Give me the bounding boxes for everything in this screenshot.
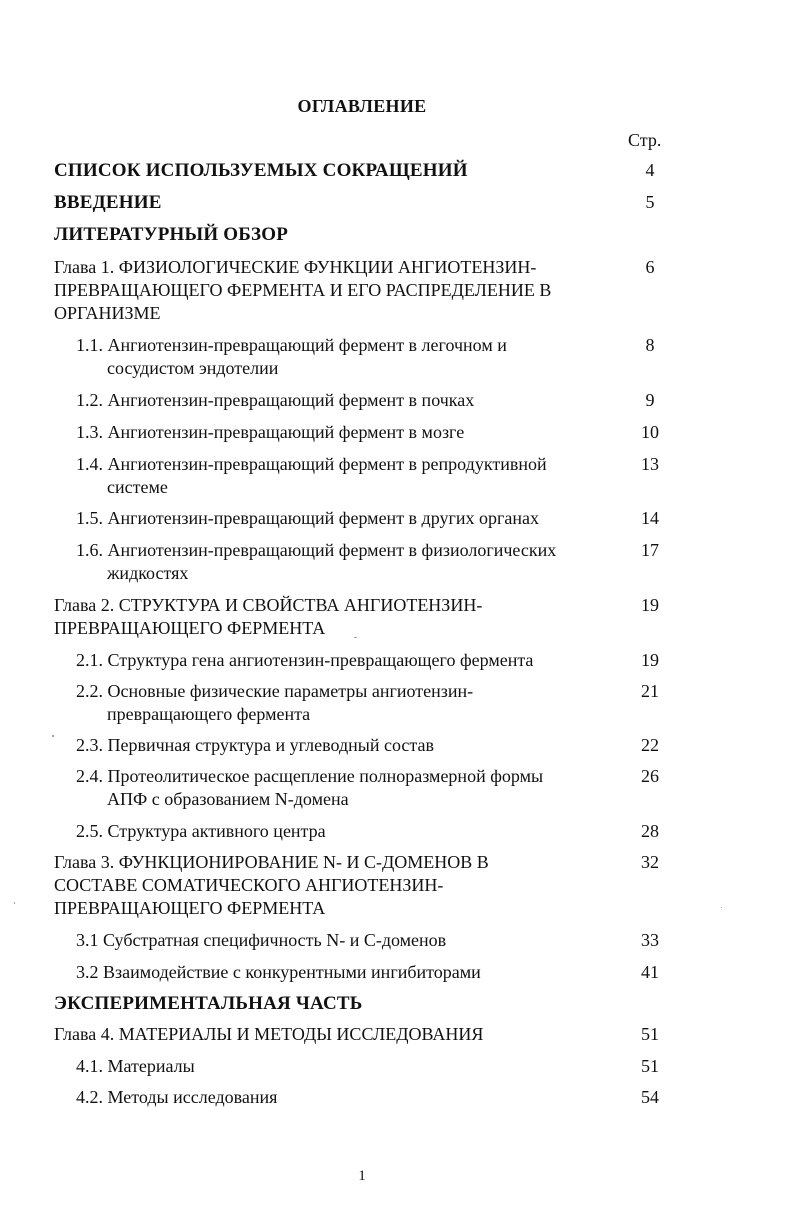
toc-page-number: 4 (645, 160, 655, 180)
toc-entry-chapter-2 (54, 594, 754, 641)
toc-entry-text (76, 1086, 606, 1109)
toc-entry-introduction (54, 191, 754, 215)
page-title: ОГЛАВЛЕНИЕ (297, 96, 427, 116)
scan-speck (354, 637, 357, 638)
toc-page-number: 21 (641, 681, 659, 701)
toc-entry-text (76, 507, 606, 530)
toc-line: 2.3. Первичная структура и углеводный состав (76, 735, 434, 755)
toc-entry-text (54, 851, 614, 920)
scan-speck (14, 902, 15, 904)
toc-entry-text (76, 1055, 606, 1078)
toc-entry-text (54, 223, 288, 246)
toc-page-number: 19 (641, 650, 659, 670)
toc-entry-text (54, 992, 363, 1015)
toc-page-number: 9 (645, 390, 655, 410)
toc-entry-chapter-3 (54, 851, 754, 921)
toc-entry-text (76, 649, 606, 672)
toc-line: 1.3. Ангиотензин-превращающий фермент в мозге (76, 422, 465, 442)
toc-entry-1-4 (76, 453, 756, 500)
toc-line: ПРЕВРАЩАЮЩЕГО ФЕРМЕНТА (54, 898, 326, 918)
toc-entry-4-2 (76, 1086, 756, 1110)
toc-page-number: 33 (641, 930, 659, 950)
toc-entry-1-3 (76, 421, 756, 445)
toc-entry-text (76, 389, 606, 412)
toc-entry-1-6 (76, 539, 756, 586)
toc-entry-text (76, 820, 606, 843)
toc-entry-2-3 (76, 734, 756, 758)
toc-line: ЛИТЕРАТУРНЫЙ ОБЗОР (54, 224, 289, 245)
toc-entry-2-2 (76, 680, 756, 727)
toc-line: Глава 3. ФУНКЦИОНИРОВАНИЕ N- И С-ДОМЕНОВ В (54, 852, 489, 872)
toc-line: 3.1 Субстратная специфичность N- и С-доменов (76, 930, 447, 950)
toc-line: Глава 4. МАТЕРИАЛЫ И МЕТОДЫ ИССЛЕДОВАНИЯ (54, 1024, 484, 1044)
toc-entry-text (76, 453, 606, 499)
toc-entry-4-1 (76, 1055, 756, 1079)
toc-line: СПИСОК ИСПОЛЬЗУЕМЫХ СОКРАЩЕНИЙ (54, 160, 468, 181)
toc-line: 2.5. Структура активного центра (76, 821, 326, 841)
toc-line: ОРГАНИЗМЕ (54, 303, 161, 323)
toc-entry-2-5 (76, 820, 756, 844)
pages-column-label: Стр. (628, 130, 662, 150)
toc-entry-chapter-1 (54, 256, 754, 326)
toc-page-number: 26 (641, 766, 659, 786)
toc-line: 2.1. Структура гена ангиотензин-превращающего фермента (76, 650, 534, 670)
toc-entry-chapter-4 (54, 1023, 754, 1047)
toc-page-number: 6 (645, 257, 655, 277)
toc-line: системе (107, 477, 168, 497)
toc-page-number: 5 (645, 192, 655, 212)
toc-line: 2.4. Протеолитическое расщепление полноразмерной формы (76, 766, 544, 786)
toc-page-number: 17 (641, 540, 659, 560)
toc-page-number: 19 (641, 595, 659, 615)
toc-line: 1.1. Ангиотензин-превращающий фермент в легочном и (76, 335, 507, 355)
toc-page-number: 54 (641, 1087, 659, 1107)
toc-line: превращающего фермента (107, 704, 311, 724)
toc-entry-text (54, 256, 614, 325)
toc-entry-1-2 (76, 389, 756, 413)
toc-page-number: 13 (641, 454, 659, 474)
toc-entry-2-1 (76, 649, 756, 673)
toc-line: ПРЕВРАЩАЮЩЕГО ФЕРМЕНТА (54, 618, 326, 638)
toc-entry-text (76, 539, 606, 585)
toc-page-number: 32 (641, 852, 659, 872)
toc-entry-text (54, 191, 162, 214)
toc-line: 1.2. Ангиотензин-превращающий фермент в почках (76, 390, 475, 410)
toc-line: 3.2 Взаимодействие с конкурентными ингибиторами (76, 962, 481, 982)
toc-line: Глава 1. ФИЗИОЛОГИЧЕСКИЕ ФУНКЦИИ АНГИОТЕНЗИН- (54, 257, 537, 277)
toc-line: 4.1. Материалы (76, 1056, 195, 1076)
scan-speck (721, 907, 722, 908)
toc-entry-text (54, 1023, 614, 1046)
toc-entry-3-2 (76, 961, 756, 985)
toc-line: СОСТАВЕ СОМАТИЧЕСКОГО АНГИОТЕНЗИН- (54, 875, 444, 895)
toc-entry-text (76, 734, 606, 757)
toc-line: ПРЕВРАЩАЮЩЕГО ФЕРМЕНТА И ЕГО РАСПРЕДЕЛЕНИЕ В (54, 280, 552, 300)
toc-page-number: 41 (641, 962, 659, 982)
toc-line: 1.4. Ангиотензин-превращающий фермент в репродуктивной (76, 454, 547, 474)
toc-entry-3-1 (76, 929, 756, 953)
toc-entry-text (76, 765, 606, 811)
toc-entry-text (76, 929, 606, 952)
toc-entry-1-5 (76, 507, 756, 531)
toc-page-number: 8 (645, 335, 655, 355)
toc-page-number: 22 (641, 735, 659, 755)
toc-page-number: 10 (641, 422, 659, 442)
toc-entry-2-4 (76, 765, 756, 812)
toc-entry-text (76, 334, 606, 380)
toc-line: 1.5. Ангиотензин-превращающий фермент в других органах (76, 508, 539, 528)
toc-line: сосудистом эндотелии (107, 358, 279, 378)
toc-page-number: 51 (641, 1056, 659, 1076)
scan-speck (52, 735, 54, 737)
toc-page-number: 51 (641, 1024, 659, 1044)
toc-entry-text (76, 680, 606, 726)
toc-entry-text (76, 421, 606, 444)
toc-entry-abbreviations (54, 159, 754, 183)
toc-line: Глава 2. СТРУКТУРА И СВОЙСТВА АНГИОТЕНЗИН- (54, 595, 483, 615)
toc-entry-literature-review (54, 223, 754, 247)
toc-page-number: 28 (641, 821, 659, 841)
toc-line: 1.6. Ангиотензин-превращающий фермент в физиологических (76, 540, 557, 560)
toc-entry-text (54, 594, 614, 640)
toc-line: АПФ с образованием N-домена (107, 789, 349, 809)
toc-page-number: 14 (641, 508, 659, 528)
page-number: 1 (358, 1168, 366, 1184)
toc-line: ВВЕДЕНИЕ (54, 192, 162, 213)
toc-entry-text (76, 961, 606, 984)
toc-line: 4.2. Методы исследования (76, 1087, 278, 1107)
toc-entry-1-1 (76, 334, 756, 381)
toc-line: ЭКСПЕРИМЕНТАЛЬНАЯ ЧАСТЬ (54, 993, 363, 1014)
toc-entry-text (54, 159, 468, 182)
toc-line: жидкостях (107, 563, 189, 583)
toc-line: 2.2. Основные физические параметры ангиотензин- (76, 681, 474, 701)
toc-entry-experimental-part (54, 992, 754, 1016)
